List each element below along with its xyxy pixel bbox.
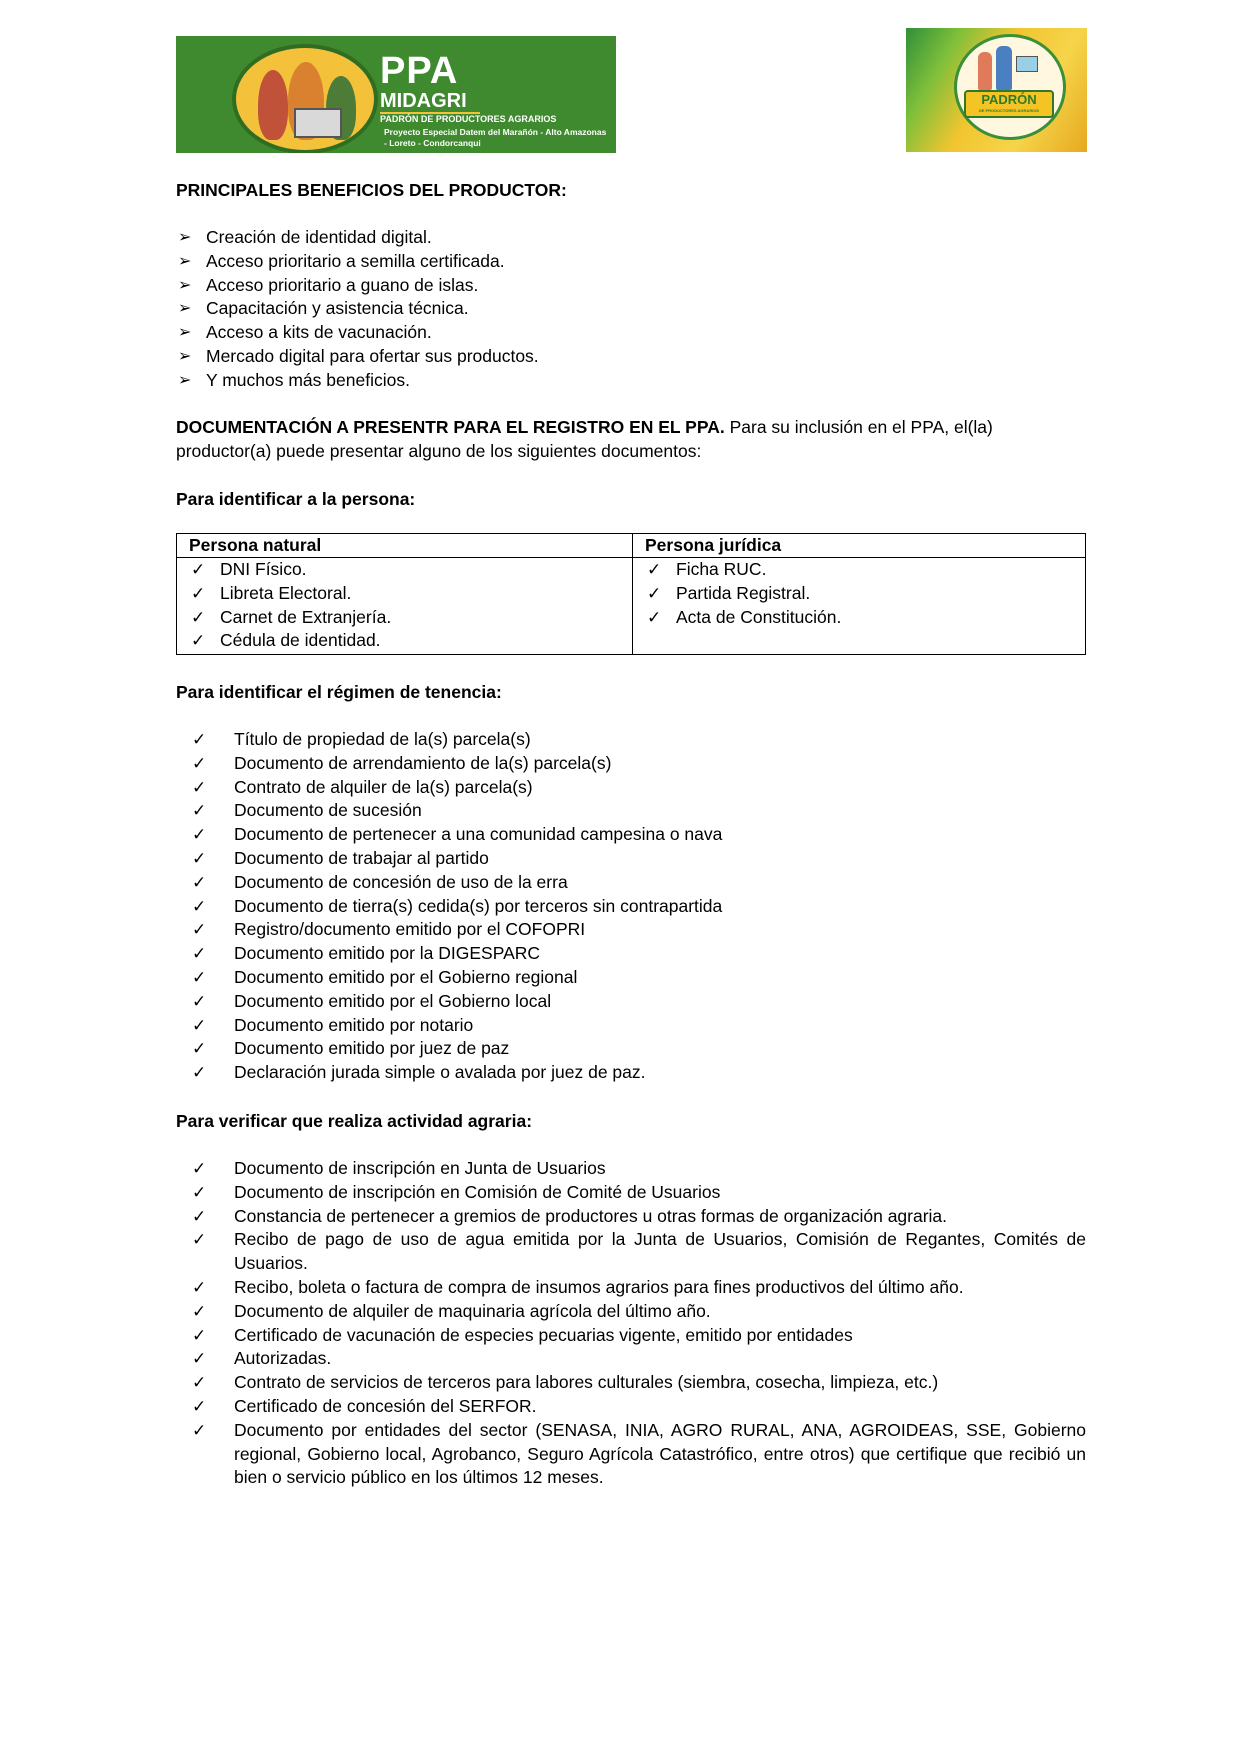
checkmark-icon: ✓ — [192, 1015, 207, 1035]
checkmark-icon: ✓ — [192, 730, 207, 749]
column-header-juridica: Persona jurídica — [633, 534, 1086, 558]
list-item: ✓ Contrato de servicios de terceros para labores culturales (siembra, cosecha, limpieza, etc.) — [176, 1371, 1086, 1395]
column-header-natural: Persona natural — [177, 534, 633, 558]
tenure-heading: Para identificar el régimen de tenencia: — [176, 682, 502, 702]
list-item: ✓ Recibo de pago de uso de agua emitida por la Junta de Usuarios, Comisión de Regantes, Comités de Usuarios. — [192, 1229, 1086, 1274]
list-item: ✓ Documento emitido por la DIGESPARC — [176, 942, 1086, 966]
checkmark-icon: ✓ — [192, 896, 207, 916]
list-item: ➢ Creación de identidad digital. — [176, 226, 1086, 250]
checkmark-icon: ✓ — [192, 848, 207, 868]
checkmark-icon: ✓ — [191, 607, 206, 627]
checkmark-icon: ✓ — [192, 872, 207, 892]
padron-logo — [906, 28, 1087, 152]
arrow-bullet-icon: ➢ — [178, 276, 192, 294]
checkmark-icon: ✓ — [192, 1325, 207, 1345]
checkmark-icon: ✓ — [647, 607, 662, 627]
arrow-bullet-icon: ➢ — [178, 347, 192, 365]
list-item: ✓ Autorizadas. — [176, 1347, 1086, 1371]
checkmark-icon: ✓ — [647, 560, 662, 579]
list-item: ✓ Documento de tierra(s) cedida(s) por terceros sin contrapartida — [176, 895, 1086, 919]
checkmark-icon: ✓ — [192, 920, 207, 940]
list-item: ✓ Registro/documento emitido por el COFOPRI — [176, 918, 1086, 942]
documentation-paragraph — [176, 415, 1086, 463]
farmer-woman-figure — [258, 70, 288, 140]
list-item: ✓ Partida Registral. — [645, 582, 1085, 606]
ppa-logo-title: PPA — [380, 50, 459, 92]
checkmark-icon: ✓ — [647, 583, 662, 603]
documentation-text: Para su inclusión en el PPA, el(la) productor(a) puede presentar alguno de los siguientes documentos: — [176, 417, 993, 461]
ppa-logo-subtitle: MIDAGRI — [380, 90, 467, 112]
list-item: ✓ Documento de inscripción en Comisión de Comité de Usuarios — [176, 1181, 1086, 1205]
list-item: ✓ Título de propiedad de la(s) parcela(s) — [176, 728, 1086, 752]
checkmark-icon: ✓ — [192, 1159, 207, 1178]
checkmark-icon: ✓ — [192, 967, 207, 987]
list-item: ✓ Acta de Constitución. — [645, 606, 1085, 630]
list-item: ✓ DNI Físico. — [189, 558, 632, 582]
list-item: ✓ Libreta Electoral. — [189, 582, 632, 606]
list-item: ➢ Mercado digital para ofertar sus productos. — [176, 345, 1086, 369]
checkmark-icon: ✓ — [192, 1182, 207, 1202]
arrow-bullet-icon: ➢ — [178, 252, 192, 270]
checkmark-icon: ✓ — [191, 583, 206, 603]
checkmark-icon: ✓ — [192, 777, 207, 797]
list-item: ✓ Documento de alquiler de maquinaria agrícola del último año. — [176, 1300, 1086, 1324]
checkmark-icon: ✓ — [192, 991, 207, 1011]
padron-people-figures — [978, 46, 1038, 90]
list-item: ➢ Acceso a kits de vacunación. — [176, 321, 1086, 345]
list-item: ✓ Certificado de vacunación de especies pecuarias vigente, emitido por entidades — [176, 1324, 1086, 1348]
list-item: ✓ Documento emitido por el Gobierno local — [176, 990, 1086, 1014]
checkmark-icon: ✓ — [192, 1373, 207, 1393]
ppa-logo-line1: PADRÓN DE PRODUCTORES AGRARIOS — [380, 114, 557, 124]
checkmark-icon: ✓ — [192, 1039, 207, 1059]
checkmark-icon: ✓ — [192, 1349, 207, 1369]
padron-banner-small: DE PRODUCTORES AGRARIOS — [978, 108, 1040, 113]
arrow-bullet-icon: ➢ — [178, 229, 192, 246]
list-item: ➢ Y muchos más beneficios. — [176, 369, 1086, 393]
agrarian-list — [176, 1157, 1086, 1490]
list-item: ✓ Carnet de Extranjería. — [189, 606, 632, 630]
checkmark-icon: ✓ — [191, 560, 206, 579]
arrow-bullet-icon: ➢ — [178, 300, 192, 318]
ppa-logo-line2: Proyecto Especial Datem del Marañón - Alto Amazonas - Loreto - Condorcanqui — [384, 127, 607, 148]
list-item: ✓ Documento de arrendamiento de la(s) parcela(s) — [176, 752, 1086, 776]
checkmark-icon: ✓ — [192, 1230, 207, 1250]
list-item: ➢ Acceso prioritario a semilla certificada. — [176, 250, 1086, 274]
tenure-list — [176, 728, 1086, 1085]
juridica-cell — [633, 558, 1086, 655]
list-item: ✓ Documento emitido por notario — [176, 1014, 1086, 1038]
natural-cell — [177, 558, 633, 655]
list-item: ✓ Documento de trabajar al partido — [176, 847, 1086, 871]
padron-banner — [964, 90, 1054, 118]
checkmark-icon: ✓ — [192, 1301, 207, 1321]
checkmark-icon: ✓ — [192, 1063, 207, 1083]
computer-screen-figure — [294, 108, 342, 138]
benefits-heading: PRINCIPALES BENEFICIOS DEL PRODUCTOR: — [176, 180, 567, 200]
arrow-bullet-icon: ➢ — [178, 371, 192, 389]
list-item: ✓ Documento de sucesión — [176, 799, 1086, 823]
arrow-bullet-icon: ➢ — [178, 324, 192, 342]
checkmark-icon: ✓ — [191, 631, 206, 651]
ppa-midagri-logo — [176, 36, 616, 153]
list-item: ✓ Certificado de concesión del SERFOR. — [176, 1395, 1086, 1419]
list-item: ✓ Documento emitido por juez de paz — [176, 1037, 1086, 1061]
documentation-heading: DOCUMENTACIÓN A PRESENTR PARA EL REGISTRO EN EL PPA. — [176, 417, 725, 437]
checkmark-icon: ✓ — [192, 1420, 207, 1440]
list-item: ✓ Recibo, boleta o factura de compra de insumos agrarios para fines productivos del último año. — [176, 1276, 1086, 1300]
list-item: ➢ Capacitación y asistencia técnica. — [176, 297, 1086, 321]
identification-table — [176, 533, 1086, 655]
identify-person-heading: Para identificar a la persona: — [176, 489, 416, 509]
list-item: ✓ Declaración jurada simple o avalada por juez de paz. — [176, 1061, 1086, 1085]
checkmark-icon: ✓ — [192, 825, 207, 845]
list-item: ✓ Cédula de identidad. — [189, 629, 632, 653]
agrarian-heading: Para verificar que realiza actividad agraria: — [176, 1111, 533, 1131]
checkmark-icon: ✓ — [192, 1396, 207, 1416]
list-item: ➢ Acceso prioritario a guano de islas. — [176, 274, 1086, 298]
checkmark-icon: ✓ — [192, 1206, 207, 1226]
list-item: ✓ Documento emitido por el Gobierno regional — [176, 966, 1086, 990]
list-item: ✓ Contrato de alquiler de la(s) parcela(s) — [176, 776, 1086, 800]
benefits-list — [176, 226, 1086, 393]
checkmark-icon: ✓ — [192, 944, 207, 964]
list-item: ✓ Documento por entidades del sector (SENASA, INIA, AGRO RURAL, ANA, AGROIDEAS, SSE, Gobierno regional, Gobierno local, Agrobanco, Seguro Agrícola Catastrófico, entre otros) que certifique que recibió un bien o servicio público en los últimos 12 meses. — [192, 1419, 1086, 1488]
list-item: ✓ Documento de concesión de uso de la erra — [176, 871, 1086, 895]
list-item: ✓ Ficha RUC. — [645, 558, 1085, 582]
list-item: ✓ Constancia de pertenecer a gremios de productores u otras formas de organización agraria. — [176, 1205, 1086, 1229]
checkmark-icon: ✓ — [192, 753, 207, 773]
checkmark-icon: ✓ — [192, 1277, 207, 1297]
padron-banner-label: PADRÓN — [981, 92, 1037, 107]
list-item: ✓ Documento de inscripción en Junta de Usuarios — [176, 1157, 1086, 1181]
list-item: ✓ Documento de pertenecer a una comunidad campesina o nava — [176, 823, 1086, 847]
checkmark-icon: ✓ — [192, 801, 207, 821]
